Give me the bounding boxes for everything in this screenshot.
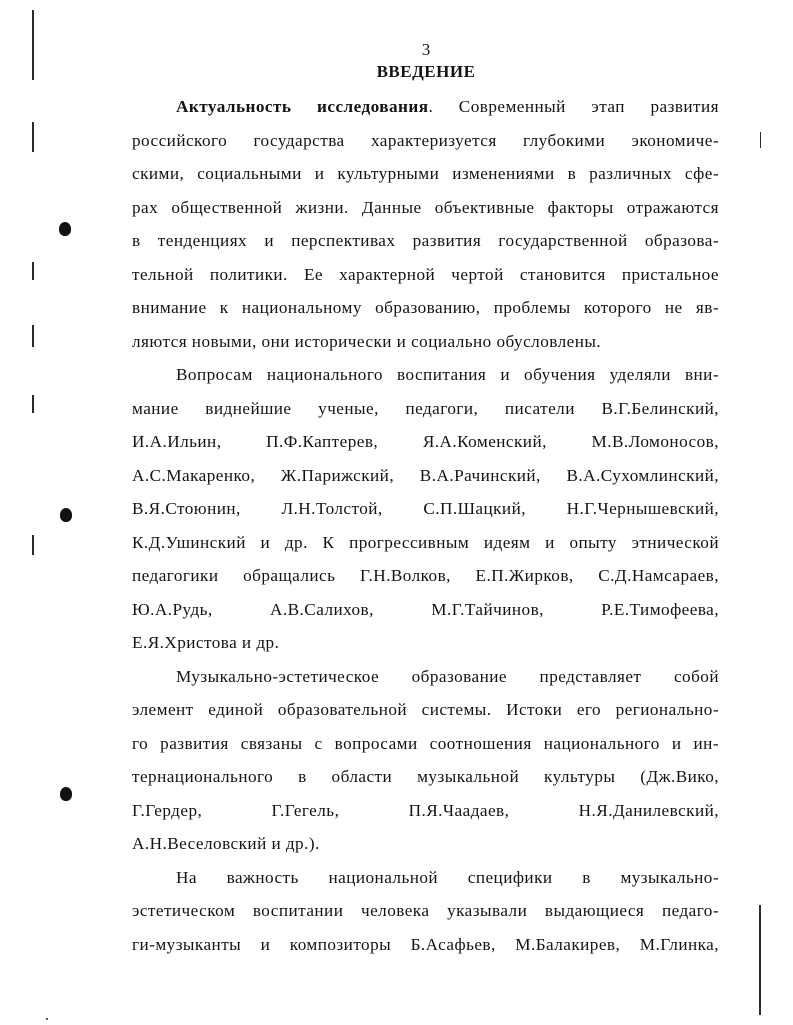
left-edge-line-4 — [32, 395, 34, 413]
text-line: го развития связаны с вопросами соотношения национального и ин- — [132, 733, 719, 753]
text-line: ляются новыми, они исторически и социально обусловлены. — [132, 331, 602, 351]
text-line: ги-музыканты и композиторы Б.Асафьев, М.Балакирев, М.Глинка, — [132, 934, 719, 954]
text-line: И.А.Ильин, П.Ф.Каптерев, Я.А.Коменский, М.В.Ломоносов, — [132, 432, 719, 451]
text-line: Ю.А.Рудь, А.В.Салихов, М.Г.Тайчинов, Р.Е.Тимофеева, — [132, 599, 719, 619]
text-line — [132, 90, 719, 124]
text-line: Г.Гердер, Г.Гегель, П.Я.Чаадаев, Н.Я.Данилевский, — [132, 800, 719, 820]
punch-hole-middle — [60, 508, 72, 522]
text-line: эстетическом воспитании человека указывали выдающиеся педаго- — [132, 901, 719, 920]
text-line: российского государства характеризуется глубокими экономиче- — [132, 130, 719, 150]
text-line-content: . Современный этап развития — [428, 97, 719, 116]
text-line: в тенденциях и перспективах развития государственной образова- — [132, 231, 719, 250]
text-line: Вопросам национального воспитания и обучения уделяли вни- — [176, 365, 719, 384]
text-line: Е.Я.Христова и др. — [132, 633, 280, 652]
left-edge-line-3 — [32, 325, 34, 347]
text-line: элемент единой образовательной системы. Истоки его регионально- — [132, 700, 719, 719]
edge-dot — [46, 1018, 48, 1020]
document-body — [132, 90, 719, 961]
text-line: скими, социальными и культурными изменениями в различных сфе- — [132, 164, 719, 183]
punch-hole-bottom — [60, 787, 72, 801]
text-line: В.Я.Стоюнин, Л.Н.Толстой, С.П.Шацкий, Н.Г.Чернышевский, — [132, 499, 719, 518]
text-line: А.Н.Веселовский и др.). — [132, 834, 320, 853]
paragraph-lead: Актуальность исследования — [176, 97, 429, 116]
text-line: мание виднейшие ученые, педагоги, писатели В.Г.Белинский, — [132, 398, 719, 418]
page-title: ВВЕДЕНИЕ — [376, 62, 476, 81]
text-line: К.Д.Ушинский и др. К прогрессивным идеям и опыту этнической — [132, 532, 719, 552]
text-line: педагогики обращались Г.Н.Волков, Е.П.Жирков, С.Д.Намсараев, — [132, 566, 719, 585]
text-line: тернационального в области музыкальной культуры (Дж.Вико, — [132, 767, 719, 786]
text-line: тельной политики. Ее характерной чертой становится пристальное — [132, 264, 719, 284]
punch-hole-top — [59, 222, 71, 236]
text-line: А.С.Макаренко, Ж.Парижский, В.А.Рачинский, В.А.Сухомлинский, — [132, 465, 719, 485]
text-line: внимание к национальному образованию, проблемы которого не яв- — [132, 298, 719, 317]
text-line: Музыкально-эстетическое образование представляет собой — [176, 666, 719, 686]
left-edge-line-5 — [32, 535, 34, 555]
page-number: 3 — [421, 40, 431, 59]
text-line: На важность национальной специфики в музыкально- — [176, 867, 719, 887]
left-edge-line-2 — [32, 262, 34, 280]
text-line: рах общественной жизни. Данные объективные факторы отражаются — [132, 197, 719, 217]
right-edge-line-2 — [759, 905, 761, 1015]
right-edge-line-1 — [760, 132, 761, 148]
left-edge-line-mid — [32, 122, 34, 152]
